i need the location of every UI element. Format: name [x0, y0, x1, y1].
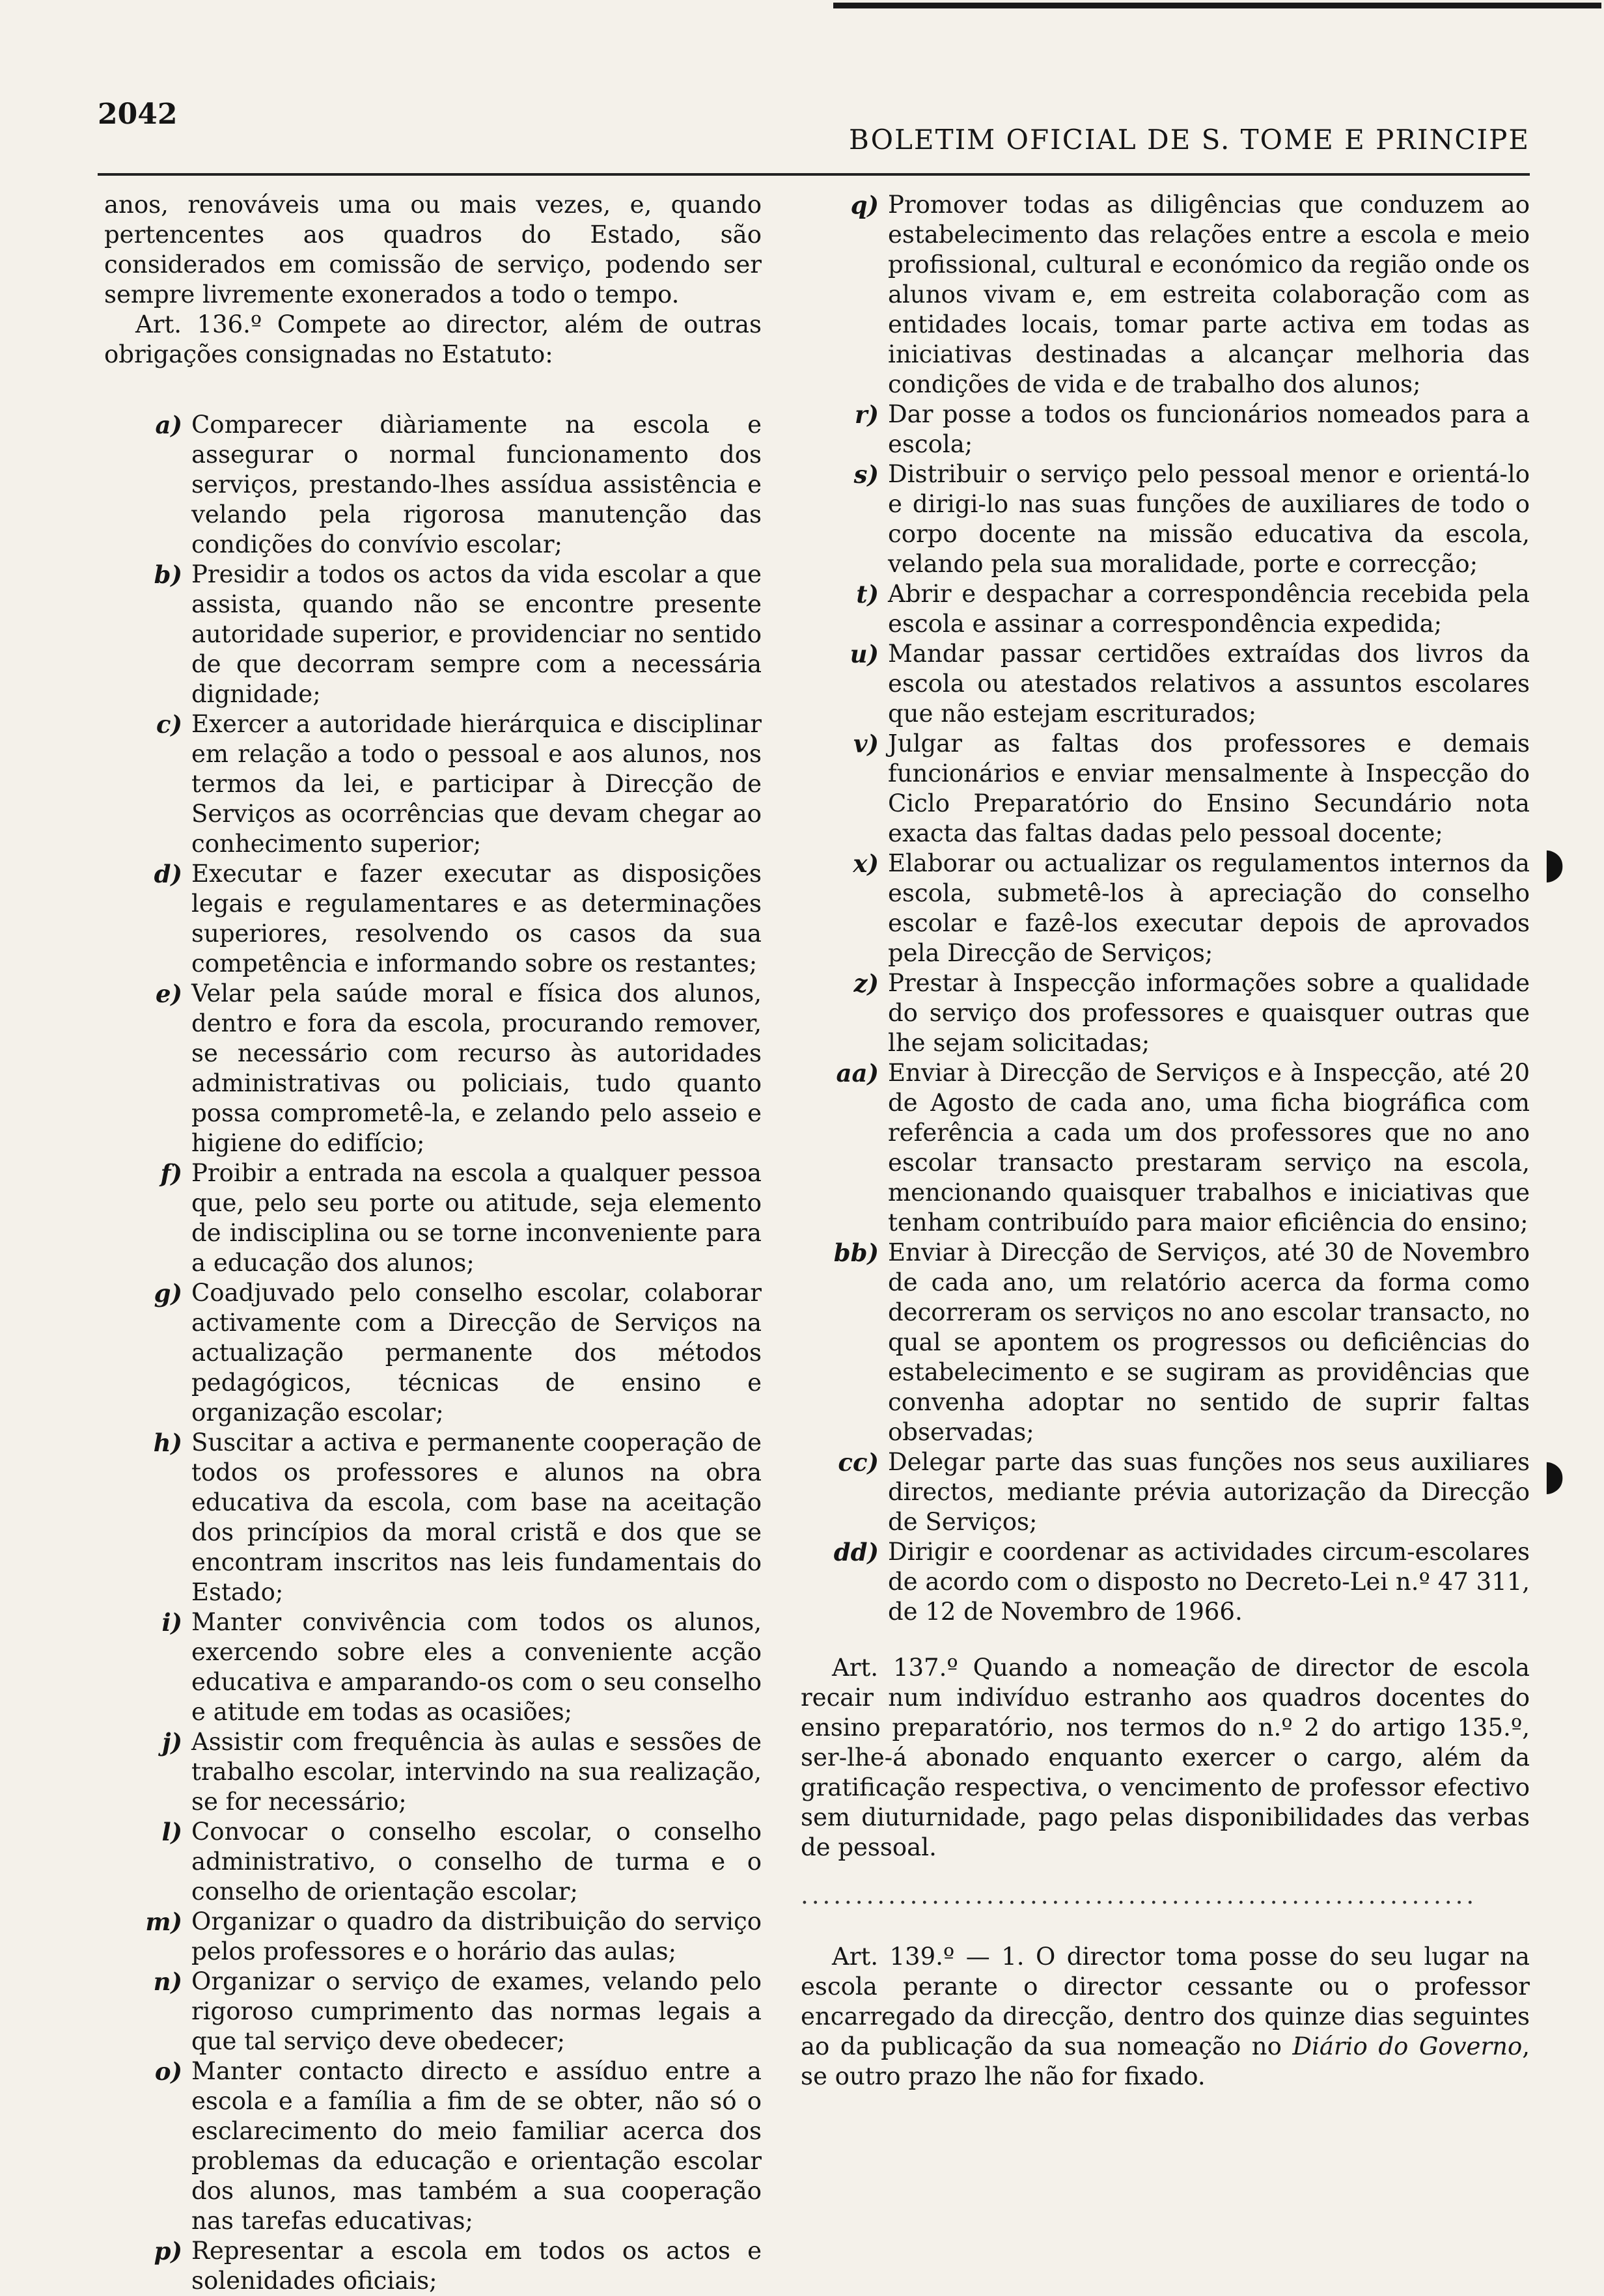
list-item — [801, 968, 1530, 1058]
list-item — [801, 459, 1530, 579]
list-item — [104, 560, 762, 709]
item-text: Abrir e despachar a correspondência recebida pela escola e assinar a correspondência expedida; — [888, 580, 1530, 638]
item-text: Manter contacto directo e assíduo entre a escola e a família a fim de se obter, não só o esclarecimento do meio familiar acerca dos problemas da educação e orientação escolar dos alunos, mas também a sua cooperação nas tarefas educativas; — [191, 2057, 762, 2235]
item-label: z) — [853, 969, 879, 998]
spacer — [801, 1627, 1530, 1653]
list-item — [801, 1537, 1530, 1627]
list-item — [801, 400, 1530, 459]
item-text: Enviar à Direcção de Serviços, até 30 de Novembro de cada ano, um relatório acerca da forma como decorreram os serviços no ano escolar transacto, no qual se apontem os progressos ou deficiências do estabelecimento e se sugiram as providências que convenha adoptar no sentido de suprir faltas observadas; — [888, 1238, 1530, 1446]
ellipsis-divider: .............................................................. — [801, 1881, 1478, 1909]
item-label: n) — [153, 1967, 182, 1996]
item-text: Proibir a entrada na escola a qualquer pessoa que, pelo seu porte ou atitude, seja elemento de indisciplina ou se torne inconveniente para a educação dos alunos; — [191, 1159, 762, 1277]
top-scan-rule — [833, 3, 1601, 8]
item-label: v) — [853, 730, 879, 758]
list-item — [104, 1907, 762, 1967]
article-139 — [801, 1942, 1530, 2092]
page-header — [98, 98, 1530, 163]
article-136-list-continued — [801, 190, 1530, 1627]
list-item — [104, 2236, 762, 2296]
list-item — [801, 849, 1530, 968]
list-item — [104, 709, 762, 859]
item-label: r) — [855, 400, 879, 429]
list-item — [104, 1428, 762, 1607]
right-column — [801, 190, 1530, 2092]
item-label: a) — [155, 411, 182, 439]
item-text: Dar posse a todos os funcionários nomeados para a escola; — [888, 400, 1530, 458]
list-item — [104, 410, 762, 560]
item-text: Exercer a autoridade hierárquica e disciplinar em relação a todo o pessoal e aos alunos, nos termos da lei, e participar à Direcção de Serviços as ocorrências que devam chegar ao conhecimento superior; — [191, 710, 762, 858]
article-137: Art. 137.º Quando a nomeação de director de escola recair num indivíduo estranho aos quadros docentes do ensino preparatório, nos termos do n.º 2 do artigo 135.º, ser-lhe-á abonado enquanto exercer o cargo, além da gratificação respectiva, o vencimento de professor efectivo sem diuturnidade, pago pelas disponibilidades das verbas de pessoal. — [801, 1654, 1530, 1861]
item-text: Elaborar ou actualizar os regulamentos internos da escola, submetê-los à apreciação do conselho escolar e fazê-los executar depois de aprovados pela Direcção de Serviços; — [888, 849, 1530, 967]
page-number: 2042 — [98, 98, 178, 131]
list-item — [104, 1967, 762, 2057]
item-label: c) — [156, 710, 182, 739]
list-item — [104, 979, 762, 1158]
list-item — [801, 1238, 1530, 1447]
list-item — [104, 1278, 762, 1428]
item-text: Julgar as faltas dos professores e demais funcionários e enviar mensalmente à Inspecção do Ciclo Preparatório do Ensino Secundário nota exacta das faltas dadas pelo pessoal docente; — [888, 730, 1530, 847]
item-label: l) — [161, 1818, 182, 1846]
article-136: Art. 136.º Compete ao director, além de outras obrigações consignadas no Estatuto: — [104, 310, 762, 368]
item-text: Enviar à Direcção de Serviços e à Inspecção, até 20 de Agosto de cada ano, uma ficha biográfica com referência a cada um dos professores que no ano escolar transacto prestaram serviço na escola, mencionando quaisquer trabalhos e iniciativas que tenham contribuído para maior eficiência do ensino; — [888, 1059, 1530, 1237]
item-label: aa) — [836, 1059, 879, 1087]
item-text: Executar e fazer executar as disposições legais e regulamentares e as determinações superiores, resolvendo os casos da sua competência e informando sobre os restantes; — [191, 860, 762, 977]
item-text: Representar a escola em todos os actos e solenidades oficiais; — [191, 2237, 762, 2295]
publication-title: BOLETIM OFICIAL DE S. TOME E PRINCIPE — [848, 124, 1530, 156]
list-item — [801, 639, 1530, 729]
item-label: bb) — [833, 1238, 879, 1267]
article-136-list — [104, 410, 762, 2296]
item-label: i) — [161, 1608, 182, 1637]
item-label: p) — [154, 2237, 182, 2265]
list-item — [104, 2057, 762, 2236]
item-label: f) — [160, 1159, 182, 1188]
item-label: dd) — [833, 1538, 879, 1566]
list-item — [801, 1447, 1530, 1537]
header-rule — [98, 173, 1530, 176]
item-text: Presidir a todos os actos da vida escolar a que assista, quando não se encontre presente autoridade superior, e providenciar no sentido de que decorram sempre com a necessária dignidade; — [191, 560, 762, 708]
item-text: Prestar à Inspecção informações sobre a qualidade do serviço dos professores e quaisquer outras que lhe sejam solicitadas; — [888, 969, 1530, 1057]
item-text: Organizar o serviço de exames, velando pelo rigoroso cumprimento das normas legais a que tal serviço deve obedecer; — [191, 1967, 762, 2055]
list-item — [104, 1817, 762, 1907]
item-label: m) — [145, 1907, 182, 1936]
item-text: Organizar o quadro da distribuição do serviço pelos professores e o horário das aulas; — [191, 1907, 762, 1965]
item-label: e) — [155, 979, 182, 1008]
binder-hole-mark-icon: ◗ — [1543, 1451, 1565, 1499]
item-text: Coadjuvado pelo conselho escolar, colaborar activamente com a Direcção de Serviços na actualização permanente dos métodos pedagógicos, técnicas de ensino e organização escolar; — [191, 1279, 762, 1427]
item-label: q) — [850, 191, 879, 219]
list-item — [801, 190, 1530, 400]
list-item — [104, 1727, 762, 1817]
item-label: u) — [850, 640, 879, 668]
list-item — [104, 1607, 762, 1727]
item-text: Assistir com frequência às aulas e sessões de trabalho escolar, intervindo na sua realização, se for necessário; — [191, 1728, 762, 1816]
list-item — [801, 579, 1530, 639]
item-label: b) — [154, 560, 182, 589]
item-label: j) — [162, 1728, 182, 1756]
item-text: Velar pela saúde moral e física dos alunos, dentro e fora da escola, procurando remover, se necessário com recurso às autoridades administrativas ou policiais, tudo quanto possa comprometê-la, e zelando pelo asseio e higiene do edifício; — [191, 979, 762, 1157]
item-label: x) — [853, 849, 879, 878]
list-item — [801, 1058, 1530, 1238]
item-label: d) — [154, 860, 182, 888]
item-text: Delegar parte das suas funções nos seus auxiliares directos, mediante prévia autorização da Direcção de Serviços; — [888, 1448, 1530, 1536]
article-139-journal: Diário do Governo — [1292, 2032, 1523, 2060]
item-text: Distribuir o serviço pelo pessoal menor e orientá-lo e dirigi-lo nas suas funções de auxiliares de todo o corpo docente na missão educativa da escola, velando pela sua moralidade, porte e correcção; — [888, 460, 1530, 578]
item-text: Convocar o conselho escolar, o conselho administrativo, o conselho de turma e o conselho de orientação escolar; — [191, 1818, 762, 1906]
item-label: cc) — [838, 1448, 879, 1477]
item-text: Mandar passar certidões extraídas dos livros da escola ou atestados relativos a assuntos escolares que não estejam escriturados; — [888, 640, 1530, 728]
item-text: Dirigir e coordenar as actividades circum-escolares de acordo com o disposto no Decreto-Lei n.º 47 311, de 12 de Novembro de 1966. — [888, 1538, 1530, 1626]
article-139-end: , se outro prazo lhe não for fixado. — [801, 2032, 1530, 2090]
item-label: g) — [154, 1279, 182, 1307]
list-item — [801, 729, 1530, 849]
item-label: t) — [856, 580, 879, 608]
item-text: Comparecer diàriamente na escola e assegurar o normal funcionamento dos serviços, prestando-lhes assídua assistência e velando pela rigorosa manutenção das condições do convívio escolar; — [191, 411, 762, 558]
article-139-main: Art. 139.º — 1. O director toma posse do seu lugar na escola perante o director cessante ou o professor encarregado da direcção, dentro dos quinze dias seguintes ao da publicação da sua nomeação no — [801, 1943, 1530, 2060]
item-label: o) — [154, 2057, 182, 2086]
item-text: Promover todas as diligências que conduzem ao estabelecimento das relações entre a escola e meio profissional, cultural e económico da região onde os alunos vivam e, em estreita colaboração com as entidades locais, tomar parte activa em todas as iniciativas destinadas a alcançar melhoria das condições de vida e de trabalho dos alunos; — [888, 191, 1530, 398]
binder-hole-mark-icon: ◗ — [1543, 840, 1565, 888]
item-label: h) — [153, 1428, 182, 1457]
intro-paragraph: anos, renováveis uma ou mais vezes, e, quando pertencentes aos quadros do Estado, são considerados em comissão de serviço, podendo ser sempre livremente exonerados a todo o tempo. — [104, 191, 762, 308]
item-text: Manter convivência com todos os alunos, exercendo sobre eles a conveniente acção educativa e amparando-os com o seu conselho e atitude em todas as ocasiões; — [191, 1608, 762, 1726]
item-text: Suscitar a activa e permanente cooperação de todos os professores e alunos na obra educativa da escola, com base na aceitação dos princípios da moral cristã e dos que se encontram inscritos nas leis fundamentais do Estado; — [191, 1428, 762, 1606]
list-item — [104, 1158, 762, 1278]
list-item — [104, 859, 762, 979]
left-column — [104, 190, 762, 2296]
item-label: s) — [853, 460, 879, 489]
